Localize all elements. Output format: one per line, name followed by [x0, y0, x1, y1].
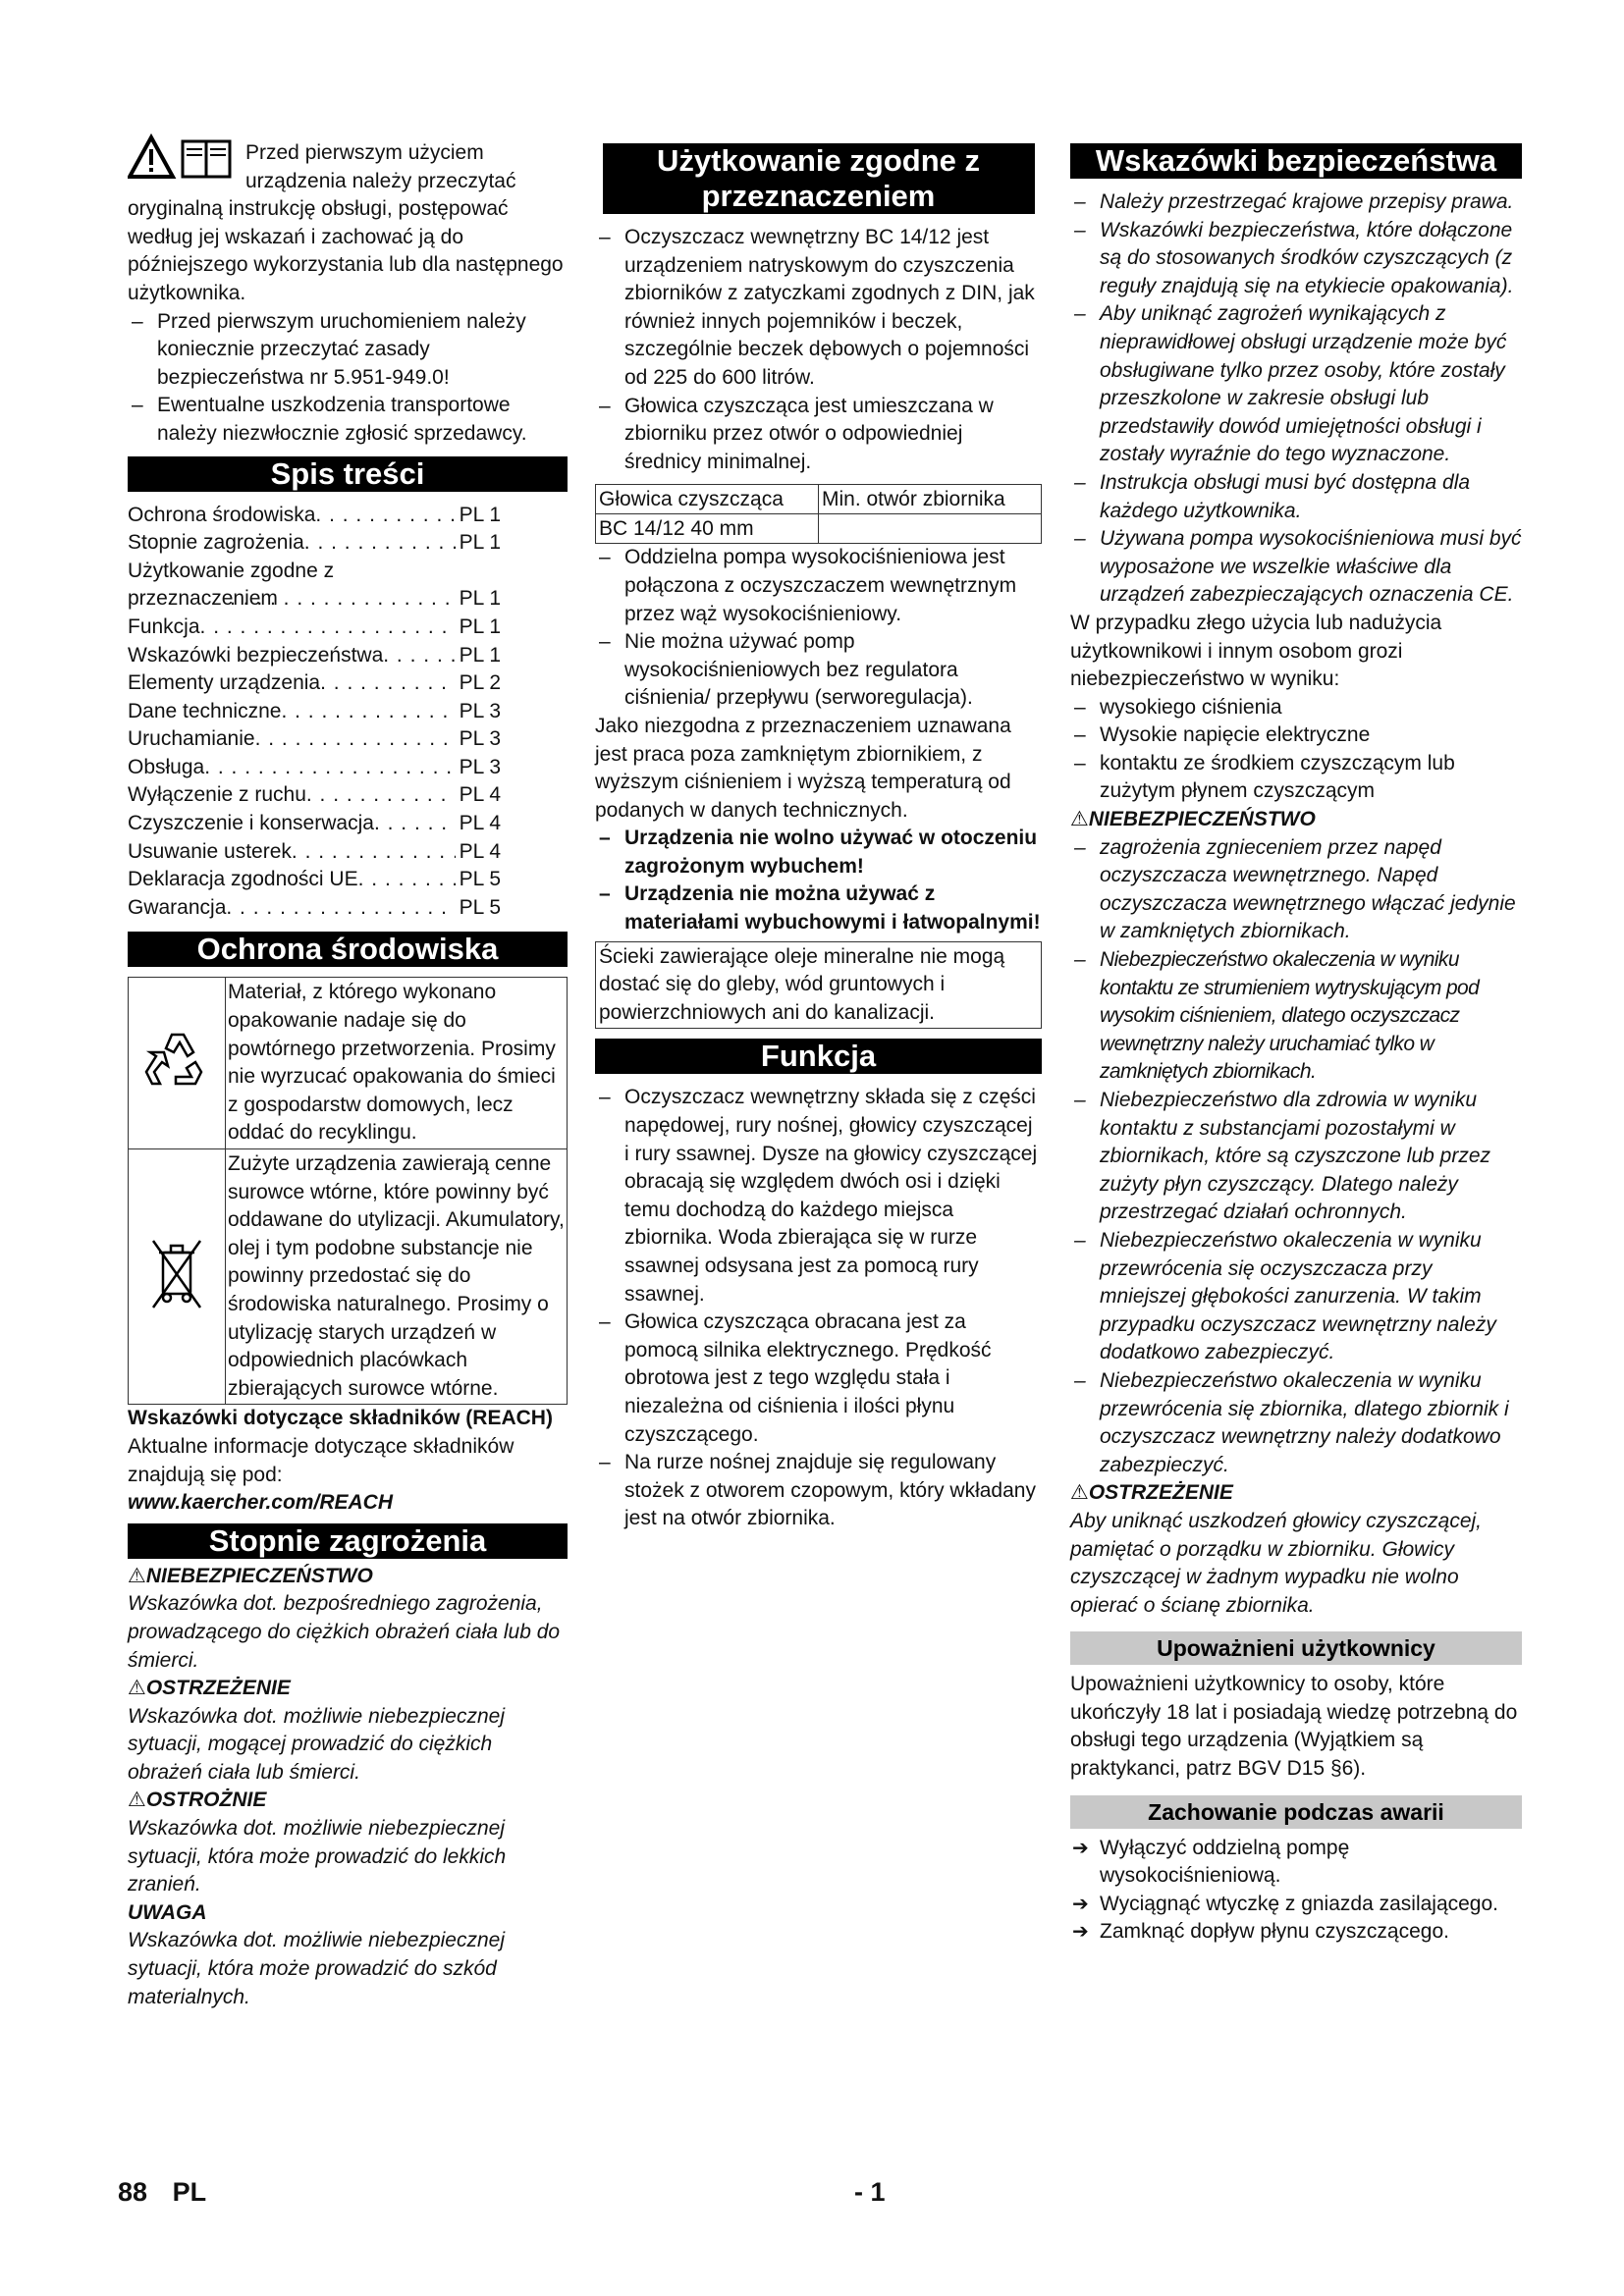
toc-row[interactable]: Wskazówki bezpieczeństwa . . . PL 1	[128, 642, 501, 670]
env-recycle-text: Materiał, z którego wykonano opakowanie nadaje się do powtórnego przetworzenia. Prosimy nie wyrzucać opakowania do śmieci z gospodarstw domowych, lecz oddać do recyklingu.	[226, 978, 568, 1149]
page-number: 88	[118, 2177, 148, 2207]
authorized-users-text: Upoważnieni użytkownicy to osoby, które ukończyły 18 lat i posiadają wiedzę potrzebną do obsługi tego urządzenia (Wyjątkiem są praktykanci, patrz BGV D15 §6).	[1070, 1673, 1518, 1781]
function-list	[595, 1084, 1042, 1533]
table-cell: Min. otwór zbiornika	[819, 485, 1042, 514]
list-item: – Oczyszczacz wewnętrzny składa się z części napędowej, rury nośnej, głowicy czyszczącej i rury ssawnej. Dysze na głowicy czyszczącej obracają się względem dwóch osi i dzięki temu dochodzą do każdego miejsca zbiornika. Woda zbierająca się w rurze ssawnej odsysana jest za pomocą rury ssawnej.	[595, 1084, 1042, 1308]
list-item: – Niebezpieczeństwo okaleczenia w wyniku przewrócenia się zbiornika, dlatego zbiornik i oczyszczacz wewnętrzny należy dodatkowo zabezpieczyć.	[1070, 1367, 1522, 1479]
list-item: ➔ Zamknąć dopływ płynu czyszczącego.	[1070, 1918, 1522, 1947]
crossed-bin-icon	[147, 1235, 206, 1313]
hazard-label: UWAGA	[128, 1900, 207, 1924]
misuse-list	[1070, 694, 1522, 806]
hazard-text: Wskazówka dot. możliwie niebezpiecznej sytuacji, która może prowadzić do lekkich zranień.	[128, 1817, 507, 1896]
env-heading: Ochrona środowiska	[128, 932, 568, 967]
list-item: – Używana pompa wysokociśnieniowa musi być wyposażone we wszelkie właściwe dla urządzeń zabezpieczających oznaczenia CE.	[1070, 525, 1522, 610]
list-item: – Głowica czyszcząca obracana jest za pomocą silnika elektrycznego. Prędkość obrotowa jest z tego względu stała i niezależna od ciśnienia i ilości płynu czyszczącego.	[595, 1308, 1042, 1449]
authorized-users-heading: Upoważnieni użytkownicy	[1070, 1631, 1522, 1665]
toc-row[interactable]: Stopnie zagrożenia . . . PL 1	[128, 529, 501, 558]
list-item: – Urządzenia nie wolno używać w otoczeniu zagrożonym wybuchem!	[595, 825, 1042, 881]
reach-link[interactable]: www.kaercher.com/REACH	[128, 1491, 393, 1515]
list-item: – kontaktu ze środkiem czyszczącym lub zużytym płynem czyszczącym	[1070, 750, 1522, 806]
toc-row[interactable]: Elementy urządzenia . . . PL 2	[128, 669, 501, 698]
list-item: – Oczyszczacz wewnętrzny BC 14/12 jest urządzeniem natryskowym do czyszczenia zbiorników z zatyczkami zgodnych z DIN, jak również innych pojemników i beczek, szczególnie beczek dębowych o pojemności od 225 do 600 litrów.	[595, 224, 1042, 393]
column-right	[1070, 143, 1522, 1947]
table-header	[596, 485, 1042, 514]
emergency-list	[1070, 1835, 1522, 1947]
column-middle	[595, 143, 1042, 1533]
intro-block	[128, 139, 568, 308]
table-cell: BC 14/12 40 mm	[596, 514, 819, 544]
manual-book-icon	[183, 141, 230, 177]
reach-heading: Wskazówki dotyczące składników (REACH)	[128, 1407, 553, 1430]
list-item: – Niebezpieczeństwo okaleczenia w wyniku kontaktu ze strumieniem wytryskującym pod wysokim ciśnieniem, dlatego oczyszczacz wewnętrzny należy uruchamiać tylko w zamkniętych zbiornikach.	[1070, 946, 1522, 1087]
list-item: ➔ Wyciągnąć wtyczkę z gniazda zasilającego.	[1070, 1891, 1522, 1919]
intro-list	[128, 308, 568, 449]
list-item: – Oddzielna pompa wysokociśnieniowa jest połączona z oczyszczaczem wewnętrznym przez wąż wysokociśnieniowy.	[595, 544, 1042, 628]
safety-list	[1070, 188, 1522, 610]
list-item: ➔ Wyłączyć oddzielną pompę wysokociśnieniową.	[1070, 1835, 1522, 1891]
table-row	[596, 514, 1042, 544]
list-item: – Nie można używać pomp wysokociśnieniowych bez regulatora ciśnienia/ przepływu (serworegulacja).	[595, 628, 1042, 713]
use-heading: Użytkowanie zgodne z przeznaczeniem	[603, 143, 1035, 214]
toc	[128, 502, 501, 923]
intro-text: Przed pierwszym użyciem urządzenia należy przeczytać oryginalną instrukcję obsługi, postępować według jej wskazań i zachować ją do późniejszego wykorzystania lub dla następnego użytkownika.	[128, 141, 564, 304]
warning-triangle-icon	[130, 137, 173, 177]
toc-row[interactable]: Uruchamianie . . . PL 3	[128, 725, 501, 754]
footer-left	[118, 2177, 206, 2208]
use-paragraph: Jako niezgodna z przeznaczeniem uznawana jest praca poza zamkniętym zbiornikiem, z wyższym ciśnieniem i wyższą temperaturą od podanych w danych technicznych.	[595, 714, 1011, 822]
language-code: PL	[172, 2177, 207, 2207]
env-icon-cell	[129, 978, 226, 1149]
use-list-2	[595, 544, 1042, 713]
emergency-heading: Zachowanie podczas awarii	[1070, 1795, 1522, 1829]
toc-name-wrapped: Użytkowanie zgodne z przeznaczeniem	[128, 559, 335, 611]
reach-text: Aktualne informacje dotyczące składników znajdują się pod:	[128, 1434, 514, 1486]
warning-label: ⚠OSTRZEŻENIE	[1070, 1481, 1233, 1505]
column-left	[128, 139, 568, 2011]
safety-heading: Wskazówki bezpieczeństwa	[1070, 143, 1522, 179]
toc-row-cont[interactable]: . . . PL 1	[230, 585, 501, 614]
list-item: – Należy przestrzegać krajowe przepisy prawa.	[1070, 188, 1522, 217]
list-item: – wysokiego ciśnienia	[1070, 694, 1522, 722]
hazard-label: ⚠OSTRZEŻENIE	[128, 1677, 291, 1700]
hazard-text: Wskazówka dot. bezpośredniego zagrożenia, prowadzącego do ciężkich obrażeń ciała lub do śmierci.	[128, 1592, 561, 1672]
hazard-label: ⚠NIEBEZPIECZEŃSTWO	[128, 1564, 373, 1587]
list-item: – Aby uniknąć zagrożeń wynikających z nieprawidłowej obsługi urządzenie może być obsługiwane tylko przez osoby, które zostały przeszkolone w zakresie obsługi lub przedstawiły dowód umiejętności obsługi i zostały wyraźnie do tego wyznaczone.	[1070, 300, 1522, 469]
footer-center: - 1	[854, 2177, 886, 2207]
list-item: – Niebezpieczeństwo dla zdrowia w wyniku kontaktu z substancjami pozostałymi w zbiornikach, które są czyszczone lub przez zużyty płyn czyszczący. Dlatego należy przestrzegać działań ochronnych.	[1070, 1087, 1522, 1227]
function-heading: Funkcja	[595, 1039, 1042, 1074]
toc-row[interactable]: Funkcja . . . PL 1	[128, 614, 501, 642]
list-item: – zagrożenia zgnieceniem przez napęd oczyszczacza wewnętrznego. Napęd oczyszczacza wewnętrznego włączać jedynie w zamkniętych zbiornikach.	[1070, 834, 1522, 946]
wastewater-note: Ścieki zawierające oleje mineralne nie mogą dostać się do gleby, wód gruntowych i powierzchniowych ani do kanalizacji.	[595, 941, 1042, 1030]
list-item: – Głowica czyszcząca jest umieszczana w zbiorniku przez otwór o odpowiedniej średnicy minimalnej.	[595, 393, 1042, 477]
hazard-label: ⚠OSTROŻNIE	[128, 1789, 267, 1812]
warning-book-icons	[128, 133, 240, 183]
list-item: – Przed pierwszym uruchomieniem należy koniecznie przeczytać zasady bezpieczeństwa nr 5.951-949.0!	[128, 308, 568, 393]
toc-row[interactable]: Dane techniczne . . . PL 3	[128, 698, 501, 726]
hazard-heading: Stopnie zagrożenia	[128, 1523, 568, 1559]
list-item: – Instrukcja obsługi musi być dostępna dla każdego użytkownika.	[1070, 469, 1522, 525]
toc-row[interactable]: Ochrona środowiska . . . PL 1	[128, 502, 501, 530]
danger-list	[1070, 834, 1522, 1480]
danger-label: ⚠NIEBEZPIECZEŃSTWO	[1070, 808, 1316, 831]
cleaning-head-table	[595, 484, 1042, 544]
list-item: – Urządzenia nie można używać z materiałami wybuchowymi i łatwopalnymi!	[595, 881, 1042, 936]
misuse-paragraph: W przypadku złego użycia lub nadużycia użytkownikowi i innym osobom grozi niebezpieczeństwo w wyniku:	[1070, 611, 1442, 691]
list-item: – Niebezpieczeństwo okaleczenia w wyniku przewrócenia się oczyszczacza przy mniejszej głębokości zanurzenia. W takim przypadku oczyszczacz wewnętrzny należy dodatkowo zabezpieczyć.	[1070, 1227, 1522, 1367]
toc-row[interactable]: Obsługa . . . PL 3	[128, 754, 501, 782]
env-icon-cell	[129, 1149, 226, 1405]
toc-row[interactable]: Deklaracja zgodności UE . . . PL 5	[128, 866, 501, 894]
use-list	[595, 224, 1042, 476]
table-cell: Głowica czyszcząca	[596, 485, 819, 514]
toc-row[interactable]: Usuwanie usterek . . . PL 4	[128, 838, 501, 867]
env-table	[128, 977, 568, 1405]
list-item: – Ewentualne uszkodzenia transportowe należy niezwłocznie zgłosić sprzedawcy.	[128, 392, 568, 448]
env-weee-text: Zużyte urządzenia zawierają cenne surowce wtórne, które powinny być oddawane do utylizacji. Akumulatory, olej i tym podobne substancje nie powinny przedostać się do środowiska naturalnego. Prosimy o utylizację starych urządzeń w odpowiednich placówkach zbierających surowce wtórne.	[226, 1149, 568, 1405]
toc-row[interactable]: Czyszczenie i konserwacja . . . PL 4	[128, 810, 501, 838]
toc-row[interactable]: Wyłączenie z ruchu . . . PL 4	[128, 781, 501, 810]
hazard-text: Wskazówka dot. możliwie niebezpiecznej sytuacji, która może prowadzić do szkód materialnych.	[128, 1929, 505, 2008]
warning-text: Aby uniknąć uszkodzeń głowicy czyszczącej, pamiętać o porządku w zbiorniku. Głowicy czyszczącej w żadnym wypadku nie wolno opierać o ścianę zbiornika.	[1070, 1509, 1483, 1617]
list-item: – Wskazówki bezpieczeństwa, które dołączone są do stosowanych środków czyszczących (z reguły znajdują się na etykiecie opakowania).	[1070, 217, 1522, 301]
use-bold-list	[595, 825, 1042, 936]
list-item: – Wysokie napięcie elektryczne	[1070, 721, 1522, 750]
table-cell	[819, 514, 1042, 544]
toc-heading: Spis treści	[128, 456, 568, 492]
hazard-list	[128, 1563, 568, 2012]
recycle-icon	[142, 1027, 211, 1095]
hazard-text: Wskazówka dot. możliwie niebezpiecznej sytuacji, mogącej prowadzić do ciężkich obrażeń ciała lub śmierci.	[128, 1704, 505, 1784]
list-item: – Na rurze nośnej znajduje się regulowany stożek z otworem czopowym, który wkładany jest na otwór zbiornika.	[595, 1449, 1042, 1533]
toc-row[interactable]: Gwarancja . . . PL 5	[128, 894, 501, 923]
